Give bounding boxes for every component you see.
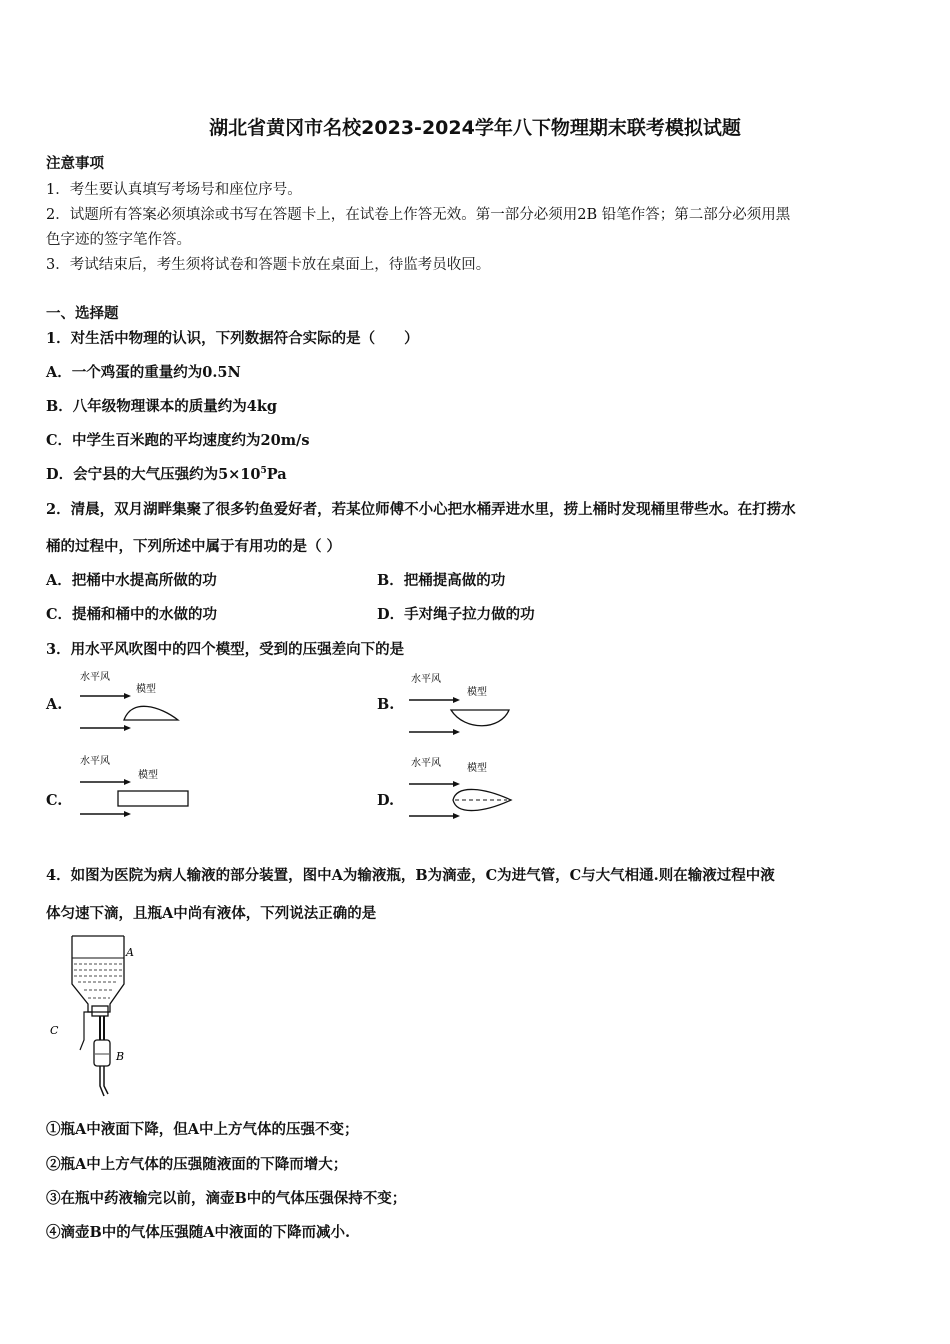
notes-heading: 注意事项: [46, 155, 104, 172]
infusion-device-figure: [44, 928, 144, 1104]
question-3-label-d: D.: [377, 792, 395, 809]
svg-text:C: C: [50, 1024, 59, 1037]
question-4-statement-4: ④滴壶B中的气体压强随A中液面的下降而减小.: [46, 1224, 351, 1241]
svg-text:水平风: 水平风: [411, 758, 441, 769]
question-3-label-b: B.: [377, 696, 395, 713]
svg-text:模型: 模型: [136, 684, 156, 695]
section-heading: 一、选择题: [46, 305, 119, 322]
note-item: 1．考生要认真填写考场号和座位序号。: [46, 182, 302, 198]
question-2-option-b: B．把桶提高做的功: [377, 572, 506, 589]
question-2-option-a: A．把桶中水提高所做的功: [46, 572, 217, 589]
question-1-option-a: A．一个鸡蛋的重量约为0.5N: [46, 364, 241, 381]
question-3-stem: 3．用水平风吹图中的四个模型，受到的压强差向下的是: [46, 641, 405, 658]
svg-text:A: A: [126, 946, 134, 959]
question-4-statement-1: ①瓶A中液面下降，但A中上方气体的压强不变；: [46, 1121, 359, 1138]
note-item: 3．考试结束后，考生须将试卷和答题卡放在桌面上，待监考员收回。: [46, 257, 491, 273]
question-1-stem: 1．对生活中物理的认识，下列数据符合实际的是（ ）: [46, 330, 419, 347]
model-d-figure: [405, 754, 520, 824]
question-4-statement-3: ③在瓶中药液输完以前，滴壶B中的气体压强保持不变；: [46, 1190, 407, 1207]
question-2-stem: 桶的过程中，下列所述中属于有用功的是（ ）: [46, 538, 342, 555]
question-3-label-a: A.: [46, 696, 63, 713]
svg-text:模型: 模型: [138, 770, 158, 781]
svg-text:模型: 模型: [467, 763, 487, 774]
question-2-stem: 2．清晨，双月湖畔集聚了很多钓鱼爱好者，若某位师傅不小心把水桶弄进水里，捞上桶时发现桶里带些水。在打捞水: [46, 501, 796, 518]
svg-text:水平风: 水平风: [411, 674, 441, 685]
question-2-option-d: D．手对绳子拉力做的功: [377, 606, 535, 623]
question-2-option-c: C．提桶和桶中的水做的功: [46, 606, 218, 623]
model-c-figure: [76, 752, 194, 822]
svg-text:B: B: [116, 1050, 125, 1063]
note-item: 色字迹的签字笔作答。: [46, 232, 191, 248]
question-3-label-c: C.: [46, 792, 63, 809]
model-a-figure: [76, 668, 186, 734]
question-1-option-b: B．八年级物理课本的质量约为4kg: [46, 398, 278, 415]
question-4-statement-2: ②瓶A中上方气体的压强随液面的下降而增大；: [46, 1156, 348, 1173]
question-1-option-c: C．中学生百米跑的平均速度约为20m/s: [46, 432, 310, 449]
svg-text:水平风: 水平风: [80, 756, 110, 767]
question-4-stem: 体匀速下滴，且瓶A中尚有液体，下列说法正确的是: [46, 905, 377, 922]
model-b-figure: [405, 670, 515, 740]
question-1-option-d: D．会宁县的大气压强约为$5\times 10^5Pa$: [46, 466, 287, 483]
svg-text:模型: 模型: [467, 687, 487, 698]
note-item: 2．试题所有答案必须填涂或书写在答题卡上，在试卷上作答无效。第一部分必须用2B 铅笔作答；第二部分必须用黑: [46, 207, 791, 223]
page-title: 湖北省黄冈市名校2023-2024学年八下物理期末联考模拟试题: [209, 117, 741, 139]
question-4-stem: 4．如图为医院为病人输液的部分装置，图中A为输液瓶，B为滴壶，C为进气管，C与大气相通.则在输液过程中液: [46, 867, 775, 884]
svg-text:水平风: 水平风: [80, 672, 110, 683]
